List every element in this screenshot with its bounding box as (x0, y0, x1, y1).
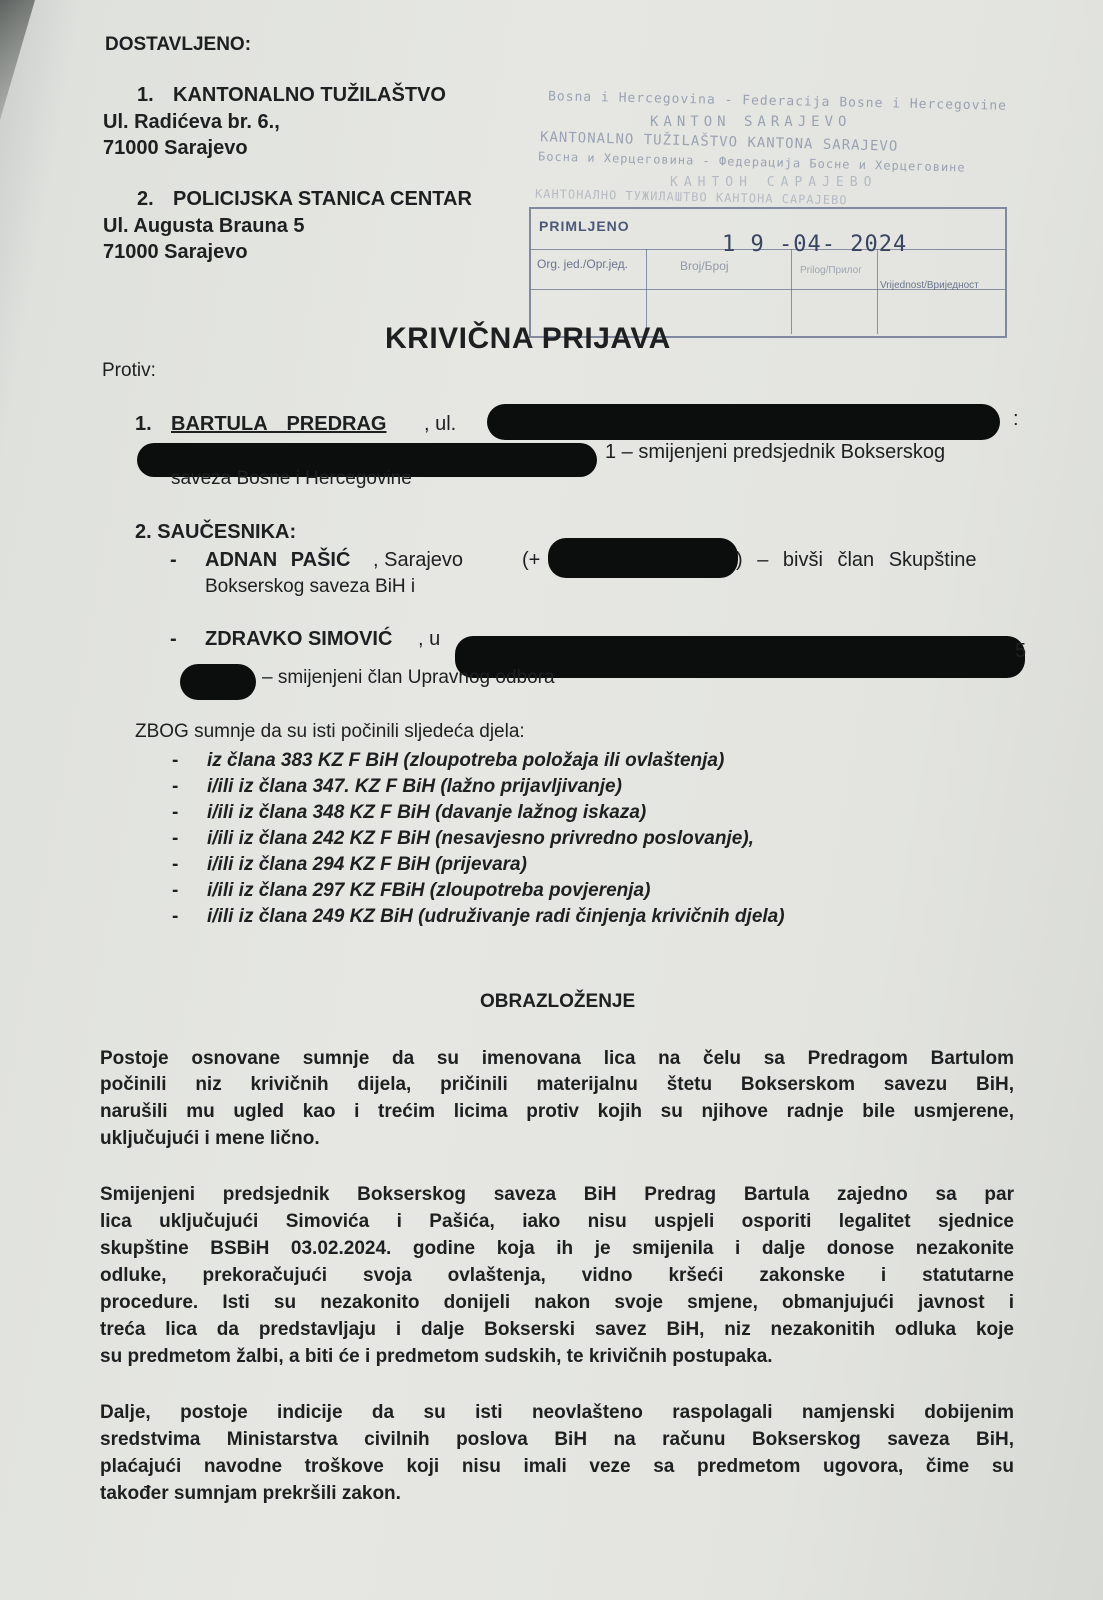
paragraph-line: su predmetom žalbi, a biti će i predmetom sudskih, te krivičnih postupaka. (100, 1346, 773, 1367)
paragraph-line: odluke, prekoračujući svoja ovlaštenja, vidno kršeći zakonske i statutarne (100, 1265, 1014, 1286)
stamp-date: 1 9 -04- 2024 (722, 232, 908, 257)
charge-item: i/ili iz člana 249 KZ BiH (udruživanje radi činjenja krivičnih djela) (207, 906, 785, 927)
stamp-org-label: Org. jed./Орг.јед. (537, 257, 629, 271)
recipient-1-name: KANTONALNO TUŽILAŠTVO (173, 84, 446, 106)
paragraph-line: narušili mu ugled kao i trećim licima protiv kojih su njihove radnje bile usmjerene, (100, 1101, 1014, 1122)
stamp-line-6: КАНТОНАЛНО ТУЖИЛАШТВО КАНТОНА САРАЈЕВО (534, 186, 848, 208)
stamp-value-label: Vrijednost/Вриједност (880, 280, 979, 291)
charge-item: iz člana 383 KZ F BiH (zloupotreba položaja ili ovlaštenja) (207, 750, 725, 771)
charge-dash: - (172, 906, 179, 927)
accomplice-1-dash: - (170, 549, 177, 571)
charge-item: i/ili iz člana 294 KZ F BiH (prijevara) (207, 854, 527, 875)
stamp-line-5: КАНТОН САРАЈЕВО (670, 175, 878, 190)
recipient-2-address: Ul. Augusta Brauna 5 (103, 215, 305, 237)
charge-item: i/ili iz člana 297 KZ FBiH (zloupotreba povjerenja) (207, 880, 651, 901)
recipient-2-number: 2. (137, 188, 154, 210)
delivered-label: DOSTAVLJENO: (105, 34, 252, 55)
paragraph-line: počinili niz krivičnih dijela, pričinili materijalnu štetu Bokserskom savezu BiH, (100, 1074, 1014, 1095)
accused-role-line2: saveza Bosne i Hercegovine (171, 468, 412, 489)
charge-item: i/ili iz člana 348 KZ F BiH (davanje lažnog iskaza) (207, 802, 647, 823)
stamp-number-label: Broj/Број (680, 259, 729, 273)
charge-dash: - (172, 880, 179, 901)
charge-dash: - (172, 776, 179, 797)
stamp-line-2: KANTON SARAJEVO (650, 114, 852, 130)
paragraph-line: treća lica da predstavljaju i dalje Bokserski savez BiH, niz nezakonitih odluka koje (100, 1319, 1014, 1340)
accomplice-1-phone-prefix: (+ (522, 549, 541, 571)
recipient-2-city: 71000 Sarajevo (103, 241, 248, 263)
stamp-attachment-label: Prilog/Прилог (800, 265, 862, 276)
stamp-line-1: Bosna i Hercegovina - Federacija Bosne i Hercegovine (547, 89, 1008, 114)
against-label: Protiv: (102, 360, 156, 381)
explanation-heading: OBRAZLOŽENJE (480, 991, 636, 1012)
paragraph-line: procedure. Isti su nezakonito donijeli nakon svoje smjene, obmanjujući javnost i (100, 1292, 1014, 1313)
accomplice-1-role: ) – bivši član Skupštine (736, 549, 977, 571)
stamp-line-4: Босна и Херцеговина - Федерација Босне и Херцеговине (537, 149, 966, 175)
recipient-1-city: 71000 Sarajevo (103, 137, 248, 159)
accomplice-2-role: – smijenjeni član Upravnog odbora (262, 667, 555, 688)
stamp-received-label: PRIMLJENO (539, 218, 630, 234)
paragraph-line: također sumnjam prekršili zakon. (100, 1483, 401, 1504)
paragraph-line: plaćajući navodne troškove koji nisu imali veze sa predmetom ugovora, čime su (100, 1456, 1014, 1477)
recipient-1-address: Ul. Radićeva br. 6., (103, 111, 280, 133)
charges-intro: ZBOG sumnje da su isti počinili sljedeća djela: (135, 721, 525, 742)
paragraph-line: Postoje osnovane sumnje da su imenovana lica na čelu sa Predragom Bartulom (100, 1048, 1014, 1069)
paragraph-line: uključujući i mene lično. (100, 1128, 320, 1149)
accused-name: BARTULA PREDRAG (171, 413, 387, 435)
paragraph-line: Smijenjeni predsjednik Bokserskog saveza BiH Predrag Bartula zajedno sa par (100, 1184, 1014, 1205)
accomplice-2-name: ZDRAVKO SIMOVIĆ (205, 628, 393, 650)
charge-dash: - (172, 750, 179, 771)
charge-dash: - (172, 854, 179, 875)
stamp-col-divider (791, 249, 792, 334)
charge-item: i/ili iz člana 242 KZ F BiH (nesavjesno privredno poslovanje), (207, 828, 754, 849)
accused-colon: : (1013, 408, 1019, 430)
paragraph-line: Dalje, postoje indicije da su isti neovlašteno raspolagali namjenski dobijenim (100, 1402, 1014, 1423)
accomplice-2-edge-char: 5 (1015, 640, 1027, 662)
accused-number: 1. (135, 413, 152, 435)
page-fold-shadow (0, 0, 60, 120)
accused-address-prefix: , ul. (424, 413, 457, 435)
accomplice-1-city: , Sarajevo (373, 549, 464, 571)
charge-dash: - (172, 802, 179, 823)
accomplice-2-dash: - (170, 628, 177, 650)
paragraph-line: skupštine BSBiH 03.02.2024. godine koja ih je smijenila i dalje donose nezakonite (100, 1238, 1014, 1259)
redaction-address-2b (180, 664, 256, 700)
document-title: KRIVIČNA PRIJAVA (385, 322, 671, 355)
accomplice-1-role-line2: Bokserskog saveza BiH i (205, 576, 416, 597)
charge-dash: - (172, 828, 179, 849)
redaction-address-1 (487, 404, 1000, 440)
paragraph-line: lica uključujući Simovića i Pašića, iako nisu uspjeli osporiti legalitet sjednice (100, 1211, 1014, 1232)
paragraph-line: sredstvima Ministarstva civilnih poslova BiH na računu Bokserskog saveza BiH, (100, 1429, 1014, 1450)
charge-item: i/ili iz člana 347. KZ F BiH (lažno prijavljivanje) (207, 776, 622, 797)
stamp-col-divider (877, 249, 878, 334)
accomplice-2-address-prefix: , u (418, 628, 441, 650)
redaction-phone (548, 538, 738, 578)
accused-role: 1 – smijenjeni predsjednik Bokserskog (605, 441, 946, 463)
recipient-1-number: 1. (137, 84, 154, 106)
accomplice-1-name: ADNAN PAŠIĆ (205, 549, 351, 571)
accomplices-heading: 2. SAUČESNIKA: (135, 521, 297, 543)
stamp-line-3: KANTONALNO TUŽILAŠTVO KANTONA SARAJEVO (539, 129, 899, 155)
recipient-2-name: POLICIJSKA STANICA CENTAR (173, 188, 472, 210)
